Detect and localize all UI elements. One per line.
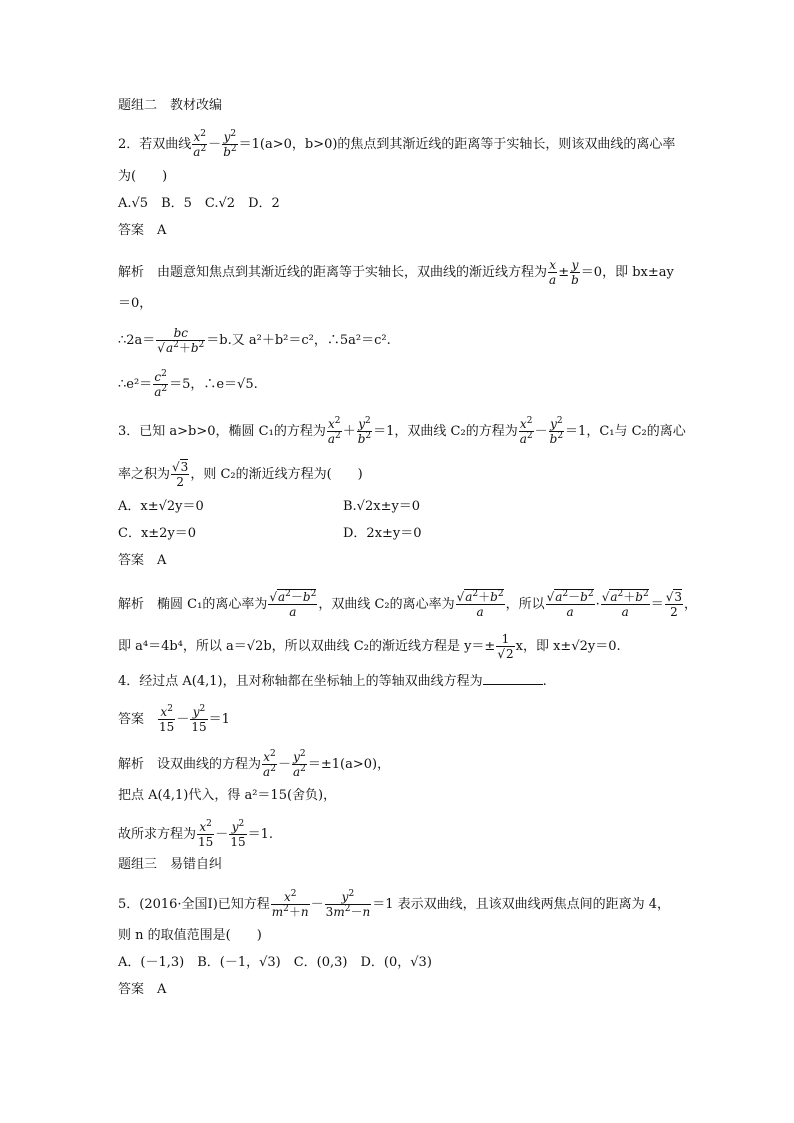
analysis-text: ＝ [650, 597, 664, 612]
q3-stem-line2 [118, 460, 363, 489]
answer-value: ＝1 [208, 712, 230, 727]
analysis-text: 设双曲线的方程为 [157, 757, 262, 772]
q3-stem-post: ，则 C₂的渐近线方程为( ) [190, 467, 363, 482]
answer-label: 答案 [118, 223, 145, 238]
fraction: $\frac{y^2}{b^2}$ [549, 416, 564, 446]
fraction: $\frac{y^2}{a^2}$ [292, 749, 306, 779]
fraction: $\frac{√3}{2}$ [665, 590, 683, 619]
fraction: $\frac{√a^2-b^2}{a}$ [546, 589, 594, 619]
analysis-text: ∴e²＝ [118, 377, 153, 392]
fraction: $\frac{bc}{√a^2+b^2}$ [157, 326, 205, 355]
q3-option-c: C．x±2y＝0 [118, 526, 197, 541]
q3-option-b: B.√2x±y＝0 [343, 499, 421, 514]
q4-analysis-line2: 把点 A(4,1)代入，得 a²＝15(舍负)， [118, 788, 337, 803]
q5-stem-line1: 5．(2016·全国Ⅰ)已知方程 $\frac{x^2}{m^2+n}$ － $\frac{y^2}{3m^2-n}$ ＝1 表示双曲线，且该双曲线两焦点间的距离为 4， [118, 889, 670, 919]
answer-blank [483, 672, 543, 685]
q5-stem-line2: 则 n 的取值范围是( ) [118, 928, 262, 943]
analysis-text: ，双曲线 C₂的离心率为 [318, 597, 455, 612]
q4-stem-text: 4．经过点 A(4,1)，且对称轴都在坐标轴上的等轴双曲线方程为 [118, 674, 483, 689]
fraction: $\frac{x^2}{a^2}$ [327, 416, 341, 446]
q2-answer [118, 221, 166, 241]
analysis-text: x，即 x±√2y＝0. [515, 639, 621, 654]
fraction: $\frac{√a^2+b^2}{a}$ [456, 589, 504, 619]
q3-stem-mid: ＝1，双曲线 C₂的方程为 [373, 424, 518, 439]
analysis-text: ＝b.又 a²＋b²＝c²，∴5a²＝c². [206, 333, 391, 348]
q5-stem-pre: 5．(2016·全国Ⅰ)已知方程 [118, 897, 270, 912]
q2-stem-post: ＝1(a>0，b>0)的焦点到其渐近线的距离等于实轴长，则该双曲线的离心率 [238, 137, 676, 152]
fraction: $\frac{√3}{2}$ [172, 460, 189, 489]
q2-analysis-line4 [118, 370, 258, 399]
analysis-label: 解析 [118, 597, 145, 612]
q4-stem: 4．经过点 A(4,1)，且对称轴都在坐标轴上的等轴双曲线方程为 . [118, 674, 547, 689]
q3-option-d: D．2x±y＝0 [343, 526, 422, 541]
q5-options: A．(－1,3) B．(－1，√3) C．(0,3) D．(0，√3) [118, 955, 432, 970]
fraction: $\frac{y^2}{b^2}$ [357, 416, 372, 446]
fraction: $\frac{c^2}{a^2}$ [154, 369, 168, 399]
q2-stem-pre: 2．若双曲线 [118, 137, 192, 152]
analysis-text: ∴2a＝ [118, 333, 156, 348]
analysis-text: 即 a⁴＝4b⁴，所以 a＝√2b，所以双曲线 C₂的渐近线方程是 y＝± [118, 639, 496, 654]
q3-stem-pre: 率之积为 [118, 467, 171, 482]
fraction: $\frac{x^2}{m^2+n}$ [271, 889, 309, 919]
q2-stem-line2: 为( ) [118, 169, 168, 184]
analysis-text: ＝5，∴e＝√5. [169, 377, 258, 392]
q3-analysis-line2 [118, 632, 621, 661]
section-title-3: 题组三 易错自纠 [118, 857, 223, 872]
analysis-label: 解析 [118, 757, 145, 772]
answer-value: A [157, 553, 167, 568]
fraction: $\frac{y}{b}$ [571, 258, 579, 287]
q3-stem-post: ＝1，C₁与 C₂的离心 [565, 424, 686, 439]
answer-label: 答案 [118, 712, 145, 727]
answer-label: 答案 [118, 553, 145, 568]
analysis-text: 故所求方程为 [118, 827, 197, 842]
fraction: $\frac{x^2}{15}$ [198, 819, 214, 849]
q3-answer [118, 551, 166, 571]
q3-stem-pre: 3．已知 a>b>0，椭圆 C₁的方程为 [118, 424, 326, 439]
answer-value: A [157, 223, 167, 238]
analysis-label: 解析 [118, 265, 145, 280]
fraction: $\frac{x^2}{a^2}$ [263, 749, 276, 779]
fraction: $\frac{√a^2+b^2}{a}$ [601, 589, 649, 619]
q3-option-a: A．x±√2y＝0 [118, 499, 204, 514]
q3-stem-line1: 3．已知 a>b>0，椭圆 C₁的方程为 $\frac{x^2}{a^2}$ ＋ $\frac{y^2}{b^2}$ ＝1，双曲线 C₂的方程为 $\frac{x^2}{a^2}$ － $\frac{y^2}{b^2}$ ＝1，C₁与 C₂的离心 [118, 416, 686, 446]
q2-analysis-line3 [118, 326, 391, 355]
q5-stem-post: ＝1 表示双曲线，且该双曲线两焦点间的距离为 4， [372, 897, 670, 912]
analysis-text: ＝0，即 bx±ay [580, 265, 674, 280]
analysis-text: 椭圆 C₁的离心率为 [157, 597, 268, 612]
fraction: $\frac{y^2}{b^2}$ [223, 129, 237, 159]
q2-stem-line1: 2．若双曲线 $\frac{x^2}{a^2}$ － $\frac{y^2}{b^2}$ ＝1(a>0，b>0)的焦点到其渐近线的距离等于实轴长，则该双曲线的离心率 [118, 129, 676, 159]
q2-analysis-line1: 解析 由题意知焦点到其渐近线的距离等于实轴长，双曲线的渐近线方程为 $\frac{x}{a}$ ± $\frac{y}{b}$ ＝0，即 bx±ay [118, 258, 674, 287]
fraction: $\frac{1}{√2}$ [497, 632, 514, 661]
q4-answer: 答案 $\frac{x^2}{15}$ － $\frac{y^2}{15}$ ＝1 [118, 704, 230, 734]
analysis-text: 由题意知焦点到其渐近线的距离等于实轴长，双曲线的渐近线方程为 [157, 265, 548, 280]
answer-value: A [157, 982, 167, 997]
q5-answer [118, 980, 166, 1000]
section-title-2: 题组二 教材改编 [118, 98, 223, 113]
analysis-text: ＝±1(a>0)， [307, 757, 391, 772]
fraction: $\frac{x^2}{15}$ [159, 704, 175, 734]
q4-analysis-line3: 故所求方程为 $\frac{x^2}{15}$ － $\frac{y^2}{15}$ ＝1. [118, 819, 273, 849]
fraction: $\frac{y^2}{15}$ [230, 819, 246, 849]
fraction: $\frac{x^2}{a^2}$ [193, 129, 207, 159]
q3-analysis-line1: 解析 椭圆 C₁的离心率为 $\frac{√a^2-b^2}{a}$ ，双曲线 C₂的离心率为 $\frac{√a^2+b^2}{a}$ ，所以 $\frac{√a^2-b^2}{a}$ · $\frac{√a^2+b^2}{a}$ ＝ $\frac{√3}{2}$ ， [118, 589, 698, 619]
fraction: $\frac{y^2}{15}$ [191, 704, 207, 734]
analysis-text: ，所以 [505, 597, 545, 612]
analysis-text: ＝1. [247, 827, 273, 842]
q2-options: A.√5 B．5 C.√2 D．2 [118, 196, 280, 211]
q2-analysis-line2: ＝0， [118, 296, 153, 311]
fraction: $\frac{x^2}{a^2}$ [519, 416, 533, 446]
answer-label: 答案 [118, 982, 145, 997]
fraction: $\frac{x}{a}$ [549, 258, 557, 287]
fraction: $\frac{y^2}{3m^2-n}$ [325, 889, 371, 919]
q4-analysis-line1: 解析 设双曲线的方程为 $\frac{x^2}{a^2}$ － $\frac{y^2}{a^2}$ ＝±1(a>0)， [118, 749, 391, 779]
fraction: $\frac{√a^2-b^2}{a}$ [269, 589, 317, 619]
